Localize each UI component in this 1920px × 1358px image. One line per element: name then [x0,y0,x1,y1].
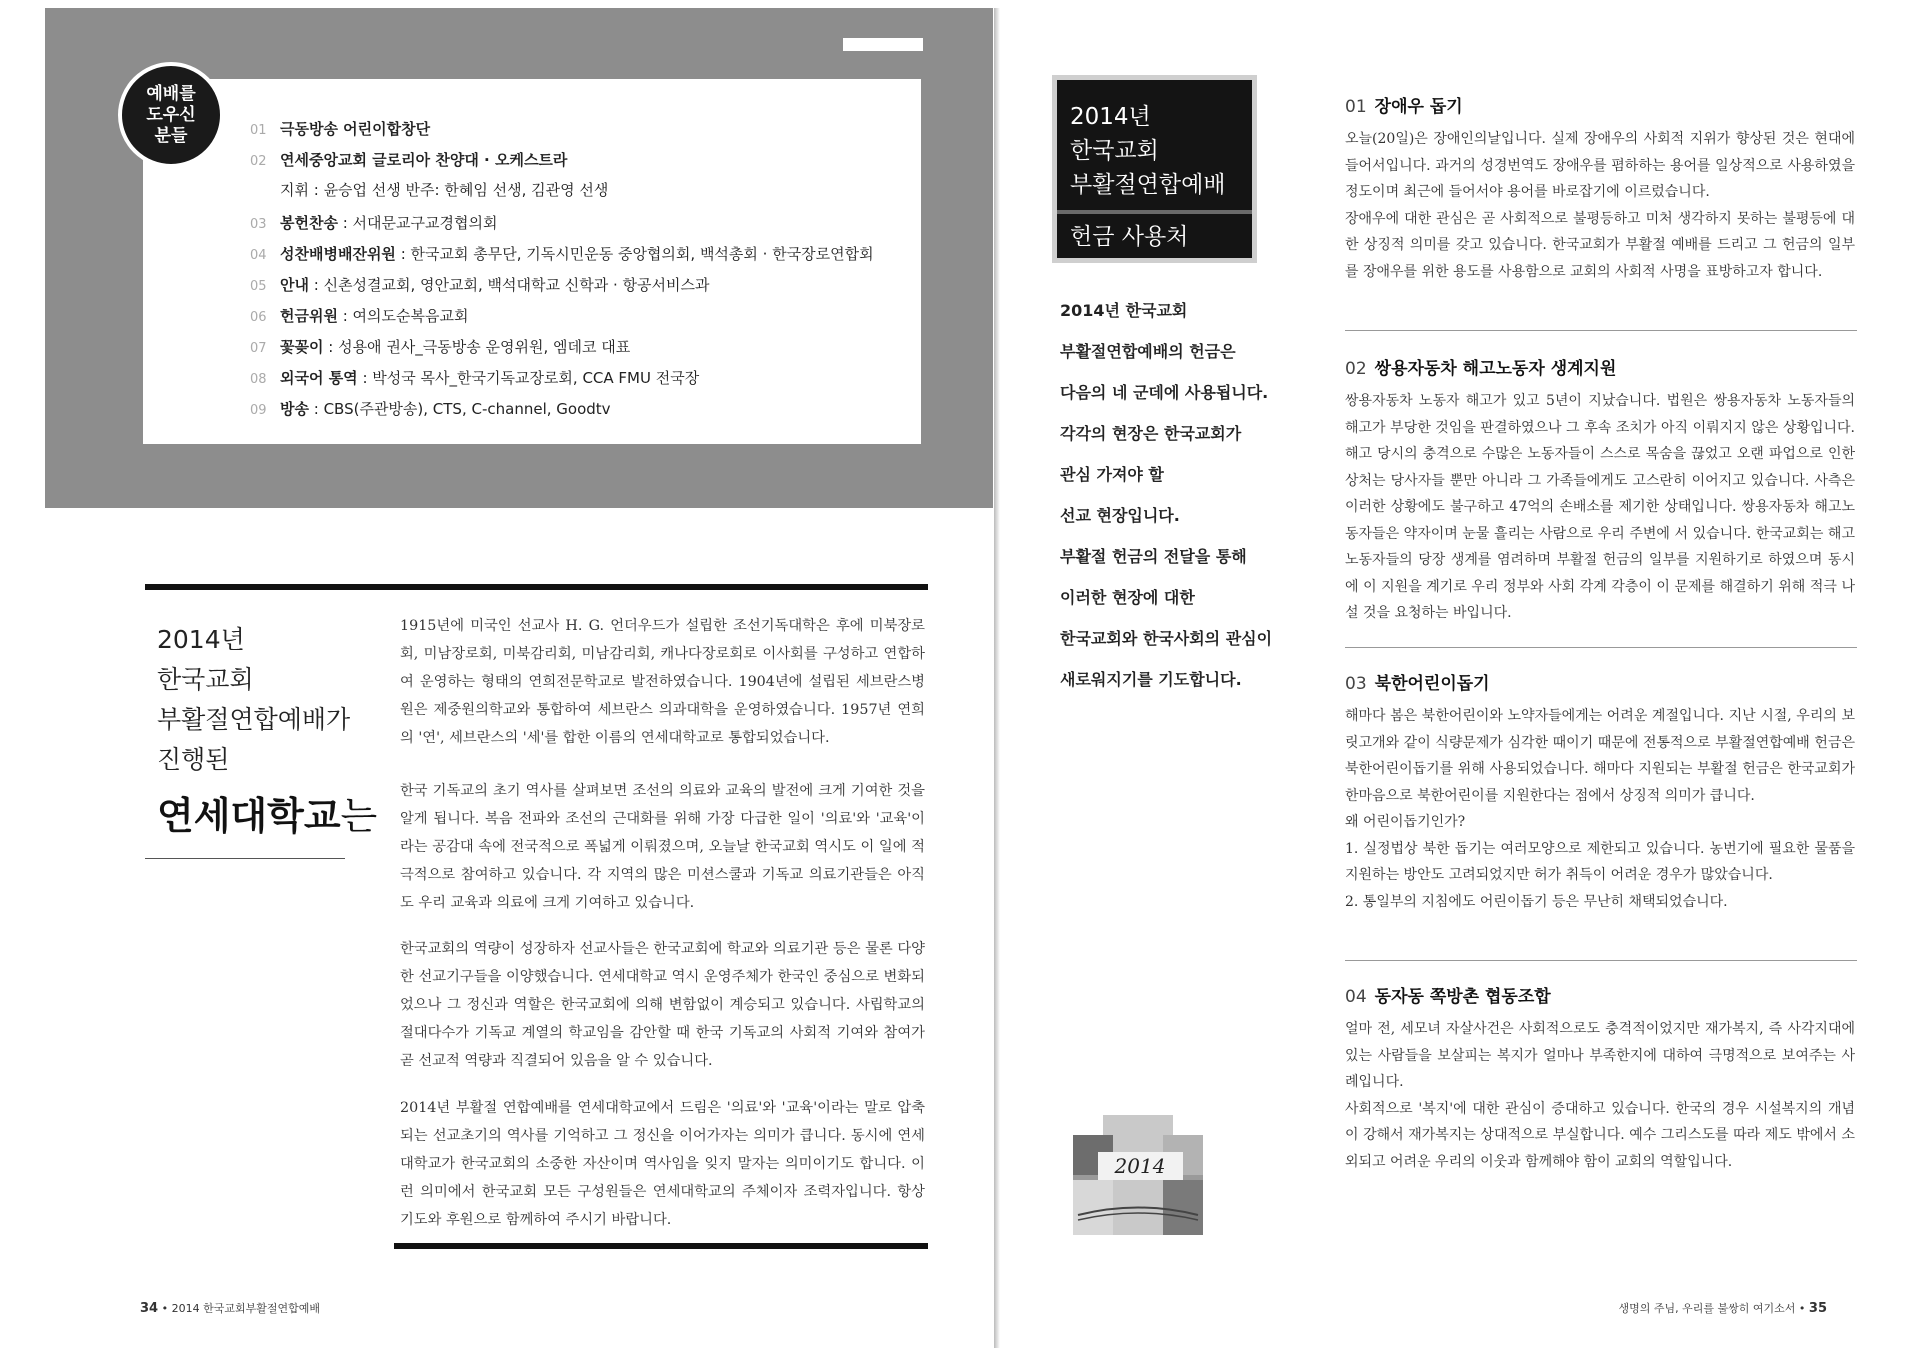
lead-rule [145,858,345,859]
logo-block [1073,1180,1113,1235]
lead-line: 부활절연합예배가 [157,705,351,734]
section-rule [1345,330,1857,331]
intro-line: 새로워지기를 기도합니다. [1060,670,1242,689]
intro-line: 이러한 현장에 대한 [1060,588,1195,607]
book-spine [994,8,1000,1348]
section-text: 얼마 전, 세모녀 자살사건은 사회적으로도 충격적이었지만 재가복지, 즉 사각지대에 있는 사람들을 보살피는 복지가 얼마나 부족한지에 대하여 극명적으로 보여주는 사례입니다. 사회적으로 '복지'에 대한 관심이 증대하고 있습니다. 한국의 경우 시설복지의 개념이 강해서 재가복지는 상대적으로 부실합니다. 예수 그리스도를 따라 제도 밖에서 소외되고 어려운 우리의 이웃과 함께해야 함이 교회의 역할입니다. [1345,1021,1855,1170]
section-text: 오늘(20일)은 장애인의날입니다. 실제 장애우의 사회적 지위가 향상된 것은 현대에 들어서입니다. 과거의 성경번역도 장애우를 폄하하는 용어를 일상적으로 사용하였을 정도이며 최근에 들어서야 용어를 바로잡기에 이르렀습니다. 장애우에 대한 관심은 곧 사회적으로 불평등하고 미처 생각하지 못하는 불평등에 대한 상징적 의미를 갖고 있습니다. 한국교회가 부활절 예배를 드리고 그 헌금의 일부를 장애우를 위한 용도를 사용함으로 교회의 사회적 사명을 표방하고자 합니다. [1345,131,1855,280]
title-line: 2014년 [1070,104,1151,130]
logo-block [1163,1180,1203,1235]
credits-badge [118,62,224,168]
intro-line: 부활절연합예배의 헌금은 [1060,342,1236,361]
intro-line: 한국교회와 한국사회의 관심이 [1060,629,1273,648]
badge-line: 도우신 [146,104,196,125]
easter-2014-logo [1063,1110,1213,1240]
decorative-tab [843,38,923,51]
body-paragraph: 한국교회의 역량이 성장하자 선교사들은 한국교회에 학교와 의료기관 등은 물론 다양한 선교기구들을 이양했습니다. 연세대학교 역시 운영주체가 한국인 중심으로 변화되었으나 그 정신과 역할은 한국교회에 의해 변함없이 계승되고 있습니다. 사립학교의 절대다수가 기독교 계열의 학교임을 감안할 때 한국 기독교의 사회적 기여와 참여가 곧 선교적 역량과 직결되어 있음을 알 수 있습니다. [400,941,925,1069]
intro-line: 2014년 한국교회 [1060,301,1188,320]
credit-item: 04 성찬배병배잔위원 : 한국교회 총무단, 기독시민운동 중앙협의회, 백석총회 · 한국장로연합회 [250,245,874,263]
lead-line: 2014년 [157,625,245,654]
title-line: 헌금 사용처 [1070,224,1189,250]
intro-line: 관심 가져야 할 [1060,465,1164,484]
credit-item: 06 헌금위원 : 여의도순복음교회 [250,307,469,325]
credit-item: 02 연세중앙교회 글로리아 찬양대 · 오케스트라 [250,151,568,169]
offering-title-box [1052,75,1257,263]
body-paragraph: 한국 기독교의 초기 역사를 살펴보면 조선의 의료와 교육의 발전에 크게 기여한 것을 알게 됩니다. 복음 전파와 조선의 근대화를 위해 가장 다급한 일이 '의료'와 '교육'이라는 공감대 속에 전국적으로 폭넓게 이뤄졌으며, 오늘날 한국교회 역시도 이 일에 적극적으로 참여하고 있습니다. 각 지역의 많은 미션스쿨과 기독교 의료기관들은 아직도 우리 교육과 의료에 크게 기여하고 있습니다. [400,783,925,911]
section-heading: 04 동자동 쪽방촌 협동조합 [1345,987,1551,1007]
section-heading: 02 쌍용자동차 해고노동자 생계지원 [1345,359,1617,379]
body-paragraph: 2014년 부활절 연합예배를 연세대학교에서 드림은 '의료'와 '교육'이라는 말로 압축되는 선교초기의 역사를 기억하고 그 정신을 이어가자는 의미가 큽니다. 동시에 연세대학교가 한국교회의 소중한 자산이며 역사임을 잊지 말자는 의미이기도 합니다. 이런 의미에서 한국교회 모든 구성원들은 연세대학교의 주체이자 조력자입니다. 항상 기도와 후원으로 함께하여 주시기 바랍니다. [400,1100,925,1228]
logo-text: 2014 [1114,1154,1166,1178]
credit-item: 03 봉헌찬송 : 서대문교구교경협의회 [250,214,498,232]
section-rule [1345,647,1857,648]
title-line: 한국교회 [1070,138,1159,164]
credit-subline: 지휘 : 윤승업 선생 반주: 한혜임 선생, 김관영 선생 [280,181,609,199]
badge-line: 예배를 [146,83,196,104]
intro-line: 선교 현장입니다. [1060,506,1180,525]
title-line: 부활절연합예배 [1070,172,1226,198]
body-paragraph: 1915년에 미국인 선교사 H. G. 언더우드가 설립한 조선기독대학은 후에 미북장로회, 미남장로회, 미북감리회, 미남감리회, 캐나다장로회로 이사회를 구성하고 연합하여 운영하는 형태의 연희전문학교로 발전하였습니다. 1904년에 설립된 세브란스병원은 제중원의학교와 통합하여 세브란스 의과대학을 운영하였습니다. 1957년 연희의 '연', 세브란스의 '세'를 합한 이름의 연세대학교로 통합되었습니다. [400,618,925,746]
section-heading: 03 북한어린이돕기 [1345,674,1490,694]
footer-left: 34 • 2014 한국교회부활절연합예배 [140,1301,320,1316]
lead-name: 연세대학교는 [157,794,378,838]
section-text: 쌍용자동차 노동자 해고가 있고 5년이 지났습니다. 법원은 쌍용자동차 노동자들의 해고가 부당한 것임을 판결하였으나 그 후속 조치가 아직 이뤄지지 않은 상황입니다. 해고 당시의 충격으로 수많은 노동자들이 스스로 목숨을 끊었고 오랜 파업으로 인한 상처는 당사자들 뿐만 아니라 그 가족들에게도 고스란히 이어지고 있습니다. 사측은 이러한 상황에도 불구하고 47억의 손배소를 제기한 상태입니다. 쌍용자동차 해고노동자들은 약자이며 눈물 흘리는 사람으로 우리 주변에 서 있습니다. 한국교회는 해고노동자들의 당장 생계를 염려하며 부활절 헌금의 일부를 지원하기로 하였으며 동시에 이 지원을 계기로 우리 정부와 사회 각계 각층이 이 문제를 해결하기 위해 적극 나설 것을 요청하는 바입니다. [1345,393,1855,621]
section-rule [1345,960,1857,961]
title-divider [1057,210,1252,214]
intro-line: 각각의 현장은 한국교회가 [1060,424,1242,443]
credit-item: 09 방송 : CBS(주관방송), CTS, C-channel, Goodtv [250,400,611,418]
lead-title [157,620,350,780]
lead-line: 진행된 [157,745,230,774]
heavy-rule [394,1243,928,1249]
heavy-rule [145,584,928,590]
credit-item: 05 안내 : 신촌성결교회, 영안교회, 백석대학교 신학과 · 항공서비스과 [250,276,710,294]
intro-line: 다음의 네 군데에 사용됩니다. [1060,383,1269,402]
section-text: 해마다 봄은 북한어린이와 노약자들에게는 어려운 계절입니다. 지난 시절, 우리의 보릿고개와 같이 식량문제가 심각한 때이기 때문에 전통적으로 부활절연합예배 헌금은 북한어린이돕기를 위해 사용되었습니다. 해마다 지원되는 부활절 헌금은 한국교회가 한마음으로 북한어린이를 지원한다는 점에서 상징적 의미가 큽니다. 왜 어린이돕기인가? 1. 실정법상 북한 돕기는 여러모양으로 제한되고 있습니다. 농번기에 필요한 물품을 지원하는 방안도 고려되었지만 허가 취득이 어려운 경우가 많았습니다. 2. 통일부의 지침에도 어린이돕기 등은 무난히 채택되었습니다. [1345,708,1855,910]
footer-right: 생명의 주님, 우리를 불쌍히 여기소서 • 35 [1618,1301,1827,1316]
badge-line: 분들 [154,125,188,146]
credit-item: 01 극동방송 어린이합창단 [250,120,431,138]
intro-line: 부활절 헌금의 전달을 통해 [1060,547,1247,566]
section-heading: 01 장애우 돕기 [1345,97,1463,117]
lead-line: 한국교회 [157,665,254,694]
credit-item: 08 외국어 통역 : 박성국 목사_한국기독교장로회, CCA FMU 전국장 [250,369,700,387]
credit-item: 07 꽃꽂이 : 성용애 권사_극동방송 운영위원, 엠데코 대표 [250,338,631,356]
